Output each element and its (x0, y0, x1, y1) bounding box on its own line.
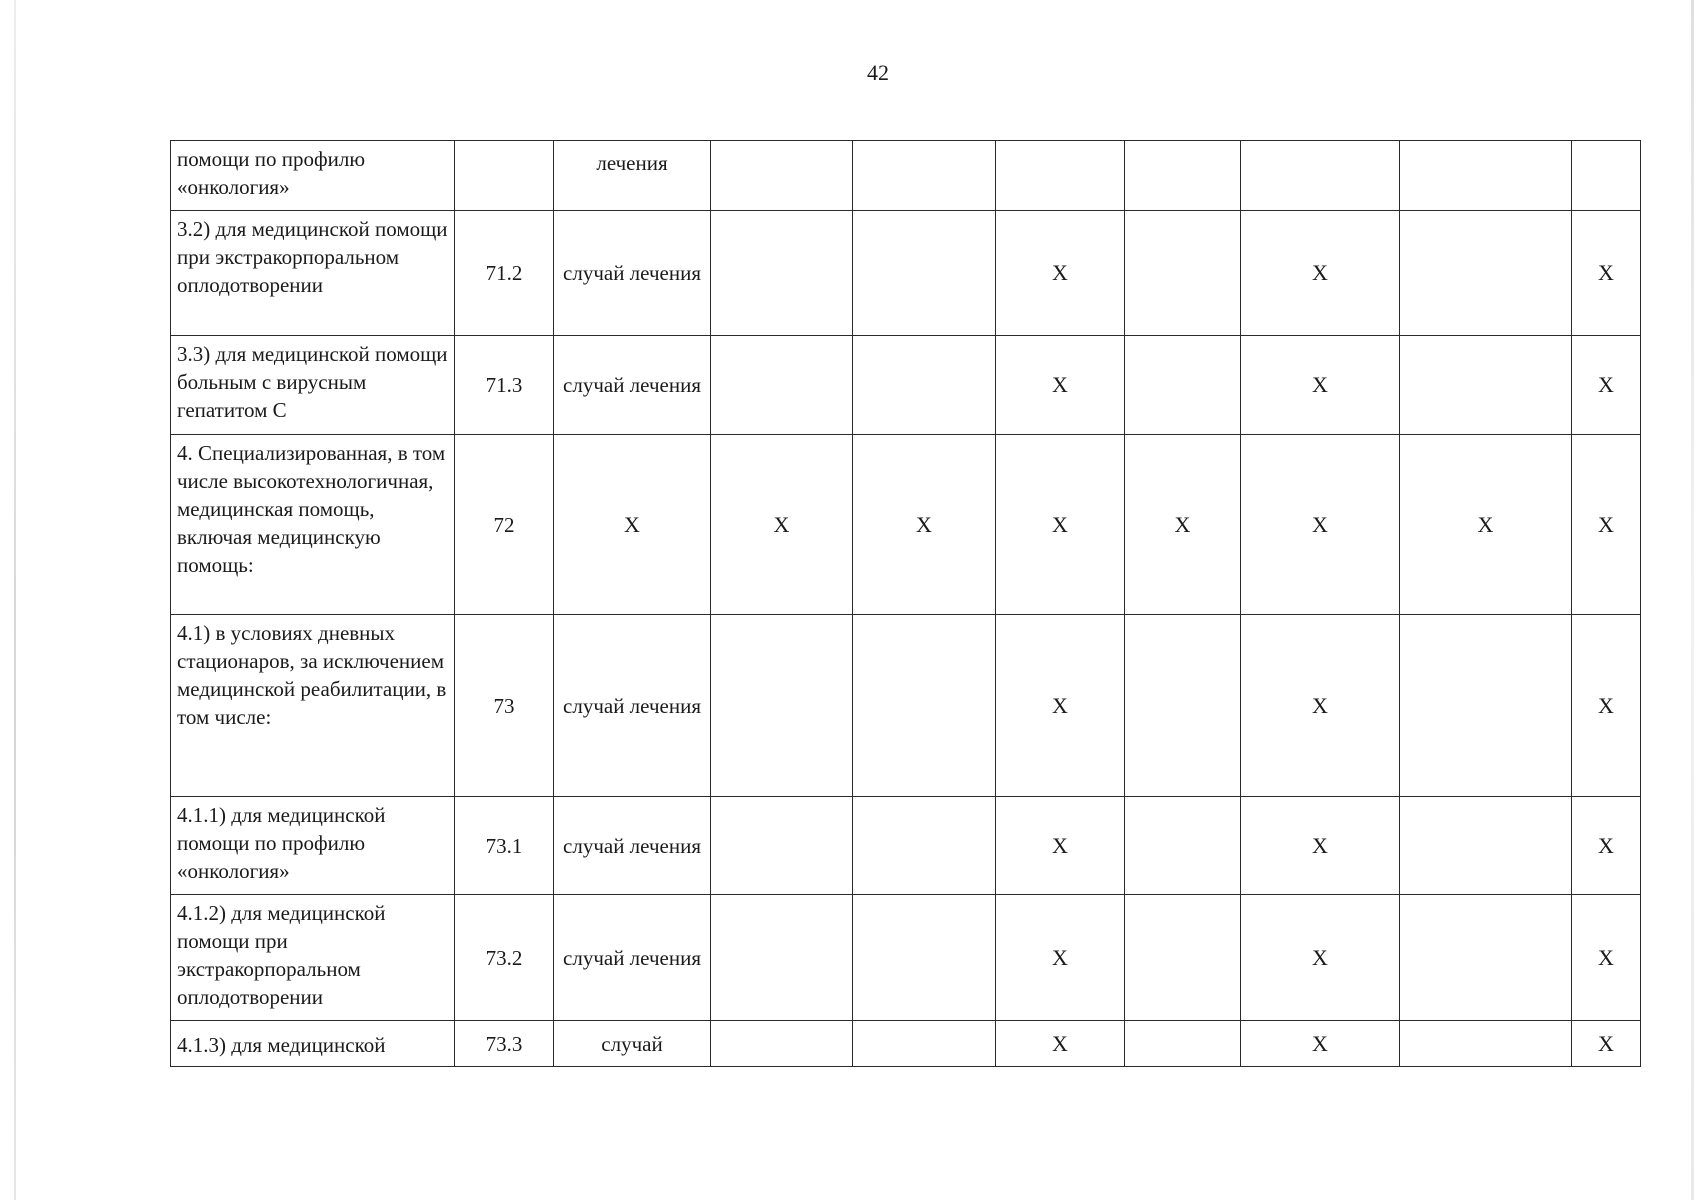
row-unit-cell: лечения (554, 141, 711, 211)
value-cell (1400, 615, 1572, 797)
row-name-cell: 4.1.2) для медицинской помощи при экстракорпоральном оплодотворении (171, 895, 455, 1021)
value-cell: X (1241, 435, 1400, 615)
row-unit-cell: случай (554, 1021, 711, 1067)
value-cell: X (1572, 895, 1641, 1021)
scan-edge-right (1691, 0, 1694, 1200)
table-row (171, 211, 1641, 336)
value-cell (1241, 141, 1400, 211)
row-code-cell: 73.1 (455, 797, 554, 895)
row-code-cell: 73 (455, 615, 554, 797)
value-cell: X (1572, 336, 1641, 435)
value-cell (711, 211, 853, 336)
value-cell (996, 141, 1125, 211)
value-cell: X (1572, 435, 1641, 615)
value-cell: X (853, 435, 996, 615)
value-cell: X (996, 211, 1125, 336)
row-code-cell: 73.2 (455, 895, 554, 1021)
row-name-cell: 4.1.3) для медицинской (171, 1021, 455, 1067)
table-row (171, 435, 1641, 615)
value-cell: X (1241, 336, 1400, 435)
row-unit-cell: случай лечения (554, 895, 711, 1021)
value-cell (853, 615, 996, 797)
value-cell: X (1572, 797, 1641, 895)
value-cell: X (1125, 435, 1241, 615)
row-name-cell: 4.1) в условиях дневных стационаров, за исключением медицинской реабилитации, в том числе: (171, 615, 455, 797)
value-cell (711, 141, 853, 211)
table-row (171, 895, 1641, 1021)
value-cell: X (996, 336, 1125, 435)
value-cell: X (711, 435, 853, 615)
value-cell: X (1241, 895, 1400, 1021)
value-cell (853, 141, 996, 211)
row-code-cell: 71.3 (455, 336, 554, 435)
row-code-cell: 72 (455, 435, 554, 615)
value-cell (853, 797, 996, 895)
value-cell (1125, 211, 1241, 336)
value-cell (1125, 797, 1241, 895)
row-unit-cell: случай лечения (554, 615, 711, 797)
row-code-cell: 71.2 (455, 211, 554, 336)
table-row (171, 615, 1641, 797)
value-cell (711, 797, 853, 895)
value-cell: X (1572, 615, 1641, 797)
value-cell: X (996, 895, 1125, 1021)
value-cell (1125, 1021, 1241, 1067)
value-cell: X (1572, 1021, 1641, 1067)
table-row (171, 336, 1641, 435)
row-code-cell: 73.3 (455, 1021, 554, 1067)
value-cell: X (1241, 615, 1400, 797)
value-cell (1125, 141, 1241, 211)
row-name-cell: 4.1.1) для медицинской помощи по профилю «онкология» (171, 797, 455, 895)
value-cell (711, 1021, 853, 1067)
row-unit-cell: X (554, 435, 711, 615)
value-cell: X (996, 435, 1125, 615)
value-cell (711, 895, 853, 1021)
value-cell (1400, 336, 1572, 435)
value-cell (853, 211, 996, 336)
value-cell (1572, 141, 1641, 211)
page-number: 42 (867, 60, 889, 85)
value-cell: X (1241, 797, 1400, 895)
value-cell (1125, 615, 1241, 797)
value-cell (853, 895, 996, 1021)
value-cell (1400, 797, 1572, 895)
value-cell (853, 336, 996, 435)
value-cell (711, 336, 853, 435)
table-row (171, 141, 1641, 211)
row-name-cell: помощи по профилю «онкология» (171, 141, 455, 211)
row-name-cell: 3.3) для медицинской помощи больным с вирусным гепатитом С (171, 336, 455, 435)
row-unit-cell: случай лечения (554, 211, 711, 336)
row-name-cell: 3.2) для медицинской помощи при экстракорпоральном оплодотворении (171, 211, 455, 336)
table-row (171, 797, 1641, 895)
row-name-cell: 4. Специализированная, в том числе высокотехнологичная, медицинская помощь, включая медицинскую помощь: (171, 435, 455, 615)
value-cell: X (996, 1021, 1125, 1067)
value-cell (1400, 895, 1572, 1021)
value-cell (1400, 1021, 1572, 1067)
scan-edge-left (14, 0, 16, 1200)
value-cell: X (1400, 435, 1572, 615)
value-cell (1125, 895, 1241, 1021)
row-code-cell (455, 141, 554, 211)
value-cell: X (996, 615, 1125, 797)
row-unit-cell: случай лечения (554, 797, 711, 895)
value-cell: X (1572, 211, 1641, 336)
table-row (171, 1021, 1641, 1067)
value-cell (1400, 141, 1572, 211)
value-cell (1400, 211, 1572, 336)
data-table (170, 140, 1641, 1067)
value-cell: X (996, 797, 1125, 895)
value-cell: X (1241, 1021, 1400, 1067)
value-cell: X (1241, 211, 1400, 336)
value-cell (711, 615, 853, 797)
value-cell (1125, 336, 1241, 435)
value-cell (853, 1021, 996, 1067)
row-unit-cell: случай лечения (554, 336, 711, 435)
